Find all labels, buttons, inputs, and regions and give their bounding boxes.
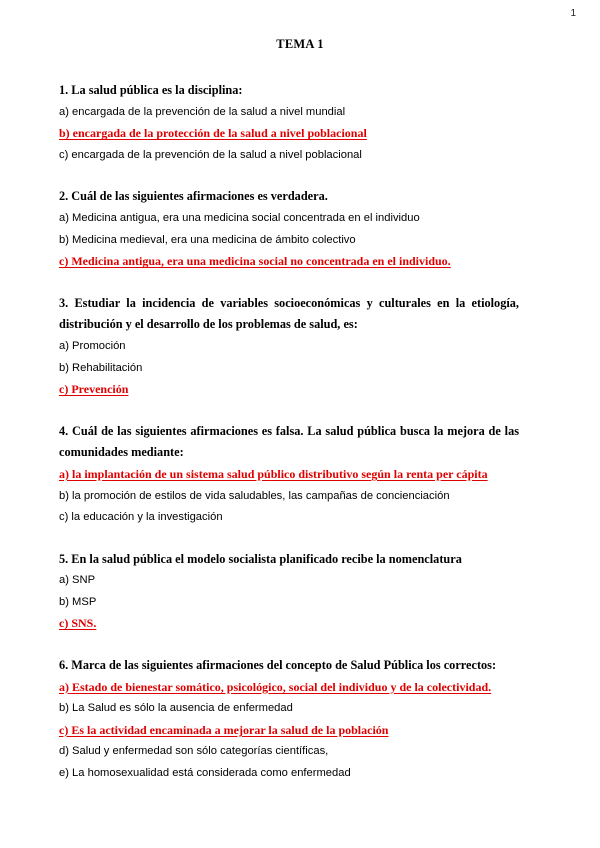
- question-text: 4. Cuál de las siguientes afirmaciones es falsa. La salud pública busca la mejora de las comunidades mediante:: [59, 423, 519, 460]
- question-text: 6. Marca de las siguientes afirmaciones del concepto de Salud Pública los correctos:: [59, 658, 497, 673]
- question-3: [59, 293, 519, 401]
- answer-option: b) Rehabilitación: [59, 361, 143, 374]
- question-1: [59, 80, 519, 166]
- question-6: [59, 655, 519, 785]
- answer-option: b) La Salud es sólo la ausencia de enfermedad: [59, 702, 293, 715]
- correct-answer-option: c) Medicina antigua, era una medicina social no concentrada en el individuo.: [59, 254, 451, 269]
- question-text: 1. La salud pública es la disciplina:: [59, 83, 243, 97]
- correct-answer-option: c) SNS.: [59, 616, 97, 631]
- question-list: [59, 80, 519, 805]
- question-5: [59, 549, 519, 635]
- answer-option: b) MSP: [59, 595, 97, 608]
- question-2: [59, 186, 519, 272]
- answer-option: a) SNP: [59, 574, 96, 587]
- correct-answer-option: a) la implantación de un sistema salud público distributivo según la renta per cápita: [59, 466, 488, 481]
- answer-option: c) encargada de la prevención de la salud a nivel poblacional: [59, 148, 362, 161]
- answer-option: e) La homosexualidad está considerada como enfermedad: [59, 767, 351, 780]
- answer-option: a) Promoción: [59, 339, 126, 352]
- correct-answer-option: a) Estado de bienestar somático, psicológico, social del individuo y de la colectividad.: [59, 679, 492, 694]
- answer-option: a) encargada de la prevención de la salud a nivel mundial: [59, 105, 346, 118]
- answer-option: a) Medicina antigua, era una medicina social concentrada en el individuo: [59, 211, 420, 224]
- page-number: 1: [570, 8, 576, 19]
- question-4: [59, 421, 519, 529]
- correct-answer-option: b) encargada de la protección de la salud a nivel poblacional: [59, 126, 367, 141]
- correct-answer-option: c) Prevención: [59, 382, 129, 397]
- page-title: TEMA 1: [276, 37, 324, 51]
- answer-option: c) la educación y la investigación: [59, 511, 223, 524]
- correct-answer-option: c) Es la actividad encaminada a mejorar la salud de la población: [59, 722, 389, 737]
- answer-option: b) Medicina medieval, era una medicina de ámbito colectivo: [59, 233, 356, 246]
- answer-option: d) Salud y enfermedad son sólo categorías científicas,: [59, 745, 329, 758]
- answer-option: b) la promoción de estilos de vida saludables, las campañas de concienciación: [59, 489, 450, 502]
- question-text: 3. Estudiar la incidencia de variables socioeconómicas y culturales en la etiología, distribución y el desarrollo de los problemas de salud, es:: [59, 295, 519, 332]
- question-text: 2. Cuál de las siguientes afirmaciones es verdadera.: [59, 189, 328, 204]
- question-text: 5. En la salud pública el modelo socialista planificado recibe la nomenclatura: [59, 551, 462, 566]
